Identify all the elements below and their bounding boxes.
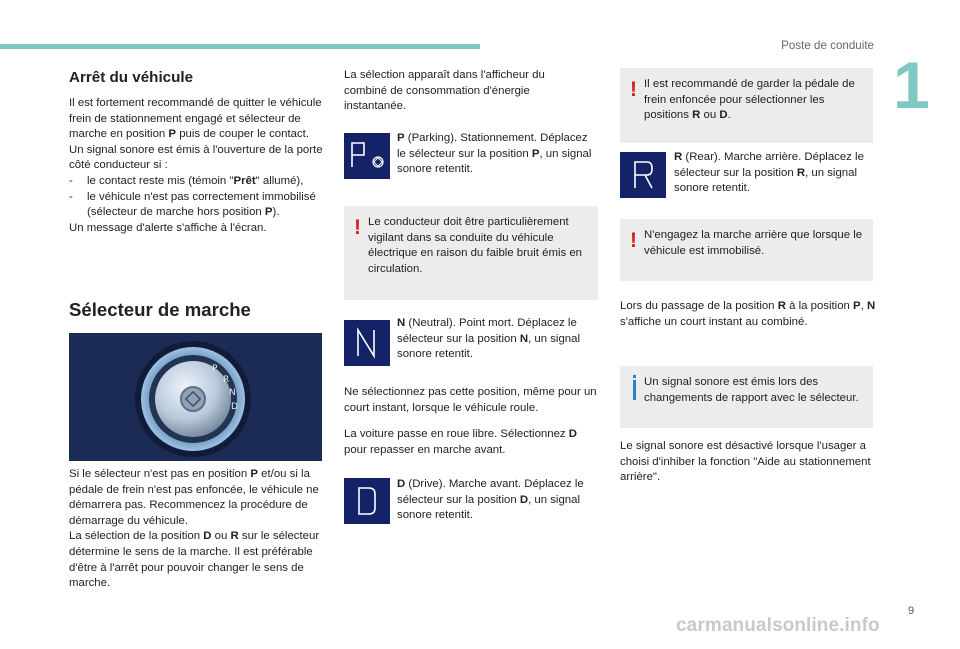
gear-display-r — [620, 152, 666, 198]
warning-icon: ! — [630, 229, 637, 252]
gear-display-n — [344, 320, 390, 366]
photo-letter-d: D — [231, 402, 238, 412]
warning-box — [620, 68, 873, 143]
left-column — [69, 68, 325, 236]
paragraph: Lors du passage de la position R à la position P, N s'affiche un court instant au combiné. — [620, 300, 876, 328]
gear-r-description: R (Rear). Marche arrière. Déplacez le sélecteur sur la position R, un signal sonore retentit. — [674, 151, 864, 195]
paragraph: Un message d'alerte s'affiche à l'écran. — [69, 221, 267, 234]
warning-text: Le conducteur doit être particulièrement vigilant dans sa conduite du véhicule électrique en raison du faible bruit émis en circulation. — [368, 216, 583, 275]
left-column-bottom — [69, 467, 325, 592]
paragraph: Si le sélecteur n'est pas en position P et/ou si la pédale de frein n'est pas enfoncée, le véhicule ne démarrera pas. Recommencez la procédure de démarrage du véhicule. — [69, 468, 319, 527]
info-icon — [633, 380, 636, 400]
paragraph: La sélection apparaît dans l'afficheur du combiné de consommation d'énergie instantanée. — [344, 69, 545, 113]
gear-n-description: N (Neutral). Point mort. Déplacez le sélecteur sur la position N, un signal sonore retentit. — [397, 317, 580, 361]
info-box — [620, 366, 873, 428]
paragraph: Il est fortement recommandé de quitter le véhicule frein de stationnement engagé et sélecteur de marche en position P puis de couper le contact. — [69, 97, 322, 141]
list-item: - le véhicule n'est pas correctement immobilisé (sélecteur de marche hors position P). — [69, 190, 316, 219]
gear-selector-photo — [69, 333, 322, 461]
gear-display-p — [344, 133, 390, 179]
gear-p-icon — [344, 133, 390, 179]
photo-letter-n: N — [229, 388, 236, 398]
gear-display-d — [344, 478, 390, 524]
info-text: Un signal sonore est émis lors des changements de rapport avec le sélecteur. — [644, 376, 859, 404]
section-title: Poste de conduite — [781, 39, 874, 52]
gear-d-icon — [344, 478, 390, 524]
warning-icon: ! — [630, 78, 637, 101]
section-heading-selecteur: Sélecteur de marche — [69, 299, 251, 320]
bullet-list — [69, 174, 325, 221]
page-number: 9 — [908, 605, 915, 617]
paragraph: La voiture passe en roue libre. Sélectionnez D pour repasser en marche avant. — [344, 428, 578, 456]
paragraph: Le signal sonore est désactivé lorsque l'usager a choisi d'inhiber la fonction "Aide au stationnement arrière". — [620, 440, 871, 484]
paragraph: La sélection de la position D ou R sur le sélecteur détermine le sens de la marche. Il est préférable d'être à l'arrêt pour pouvoir changer le sens de marche. — [69, 530, 320, 590]
paragraph: Ne sélectionnez pas cette position, même pour un court instant, lorsque le véhicule roule. — [344, 386, 597, 414]
watermark: carmanualsonline.info — [676, 615, 880, 636]
list-item: - le contact reste mis (témoin "Prêt" allumé), — [69, 174, 304, 187]
warning-box — [344, 206, 598, 300]
header-accent-bar — [0, 44, 480, 49]
warning-box — [620, 219, 873, 281]
warning-text: N'engagez la marche arrière que lorsque le véhicule est immobilisé. — [644, 229, 863, 257]
gear-d-description: D (Drive). Marche avant. Déplacez le sélecteur sur la position D, un signal sonore retentit. — [397, 478, 584, 522]
gear-p-description: P (Parking). Stationnement. Déplacez le sélecteur sur la position P, un signal sonore retentit. — [397, 132, 592, 176]
paragraph: Un signal sonore est émis à l'ouverture de la porte côté conducteur si : — [69, 143, 323, 172]
photo-letter-r: R — [223, 375, 230, 385]
warning-icon: ! — [354, 216, 361, 239]
gear-n-icon — [344, 320, 390, 366]
chapter-number: 1 — [893, 48, 930, 122]
warning-text: Il est recommandé de garder la pédale de frein enfoncée pour sélectionner les positions R ou D. — [644, 78, 855, 122]
gear-r-icon — [620, 152, 666, 198]
section-heading-arret: Arrêt du véhicule — [69, 69, 194, 86]
photo-letter-p: P — [212, 364, 218, 374]
